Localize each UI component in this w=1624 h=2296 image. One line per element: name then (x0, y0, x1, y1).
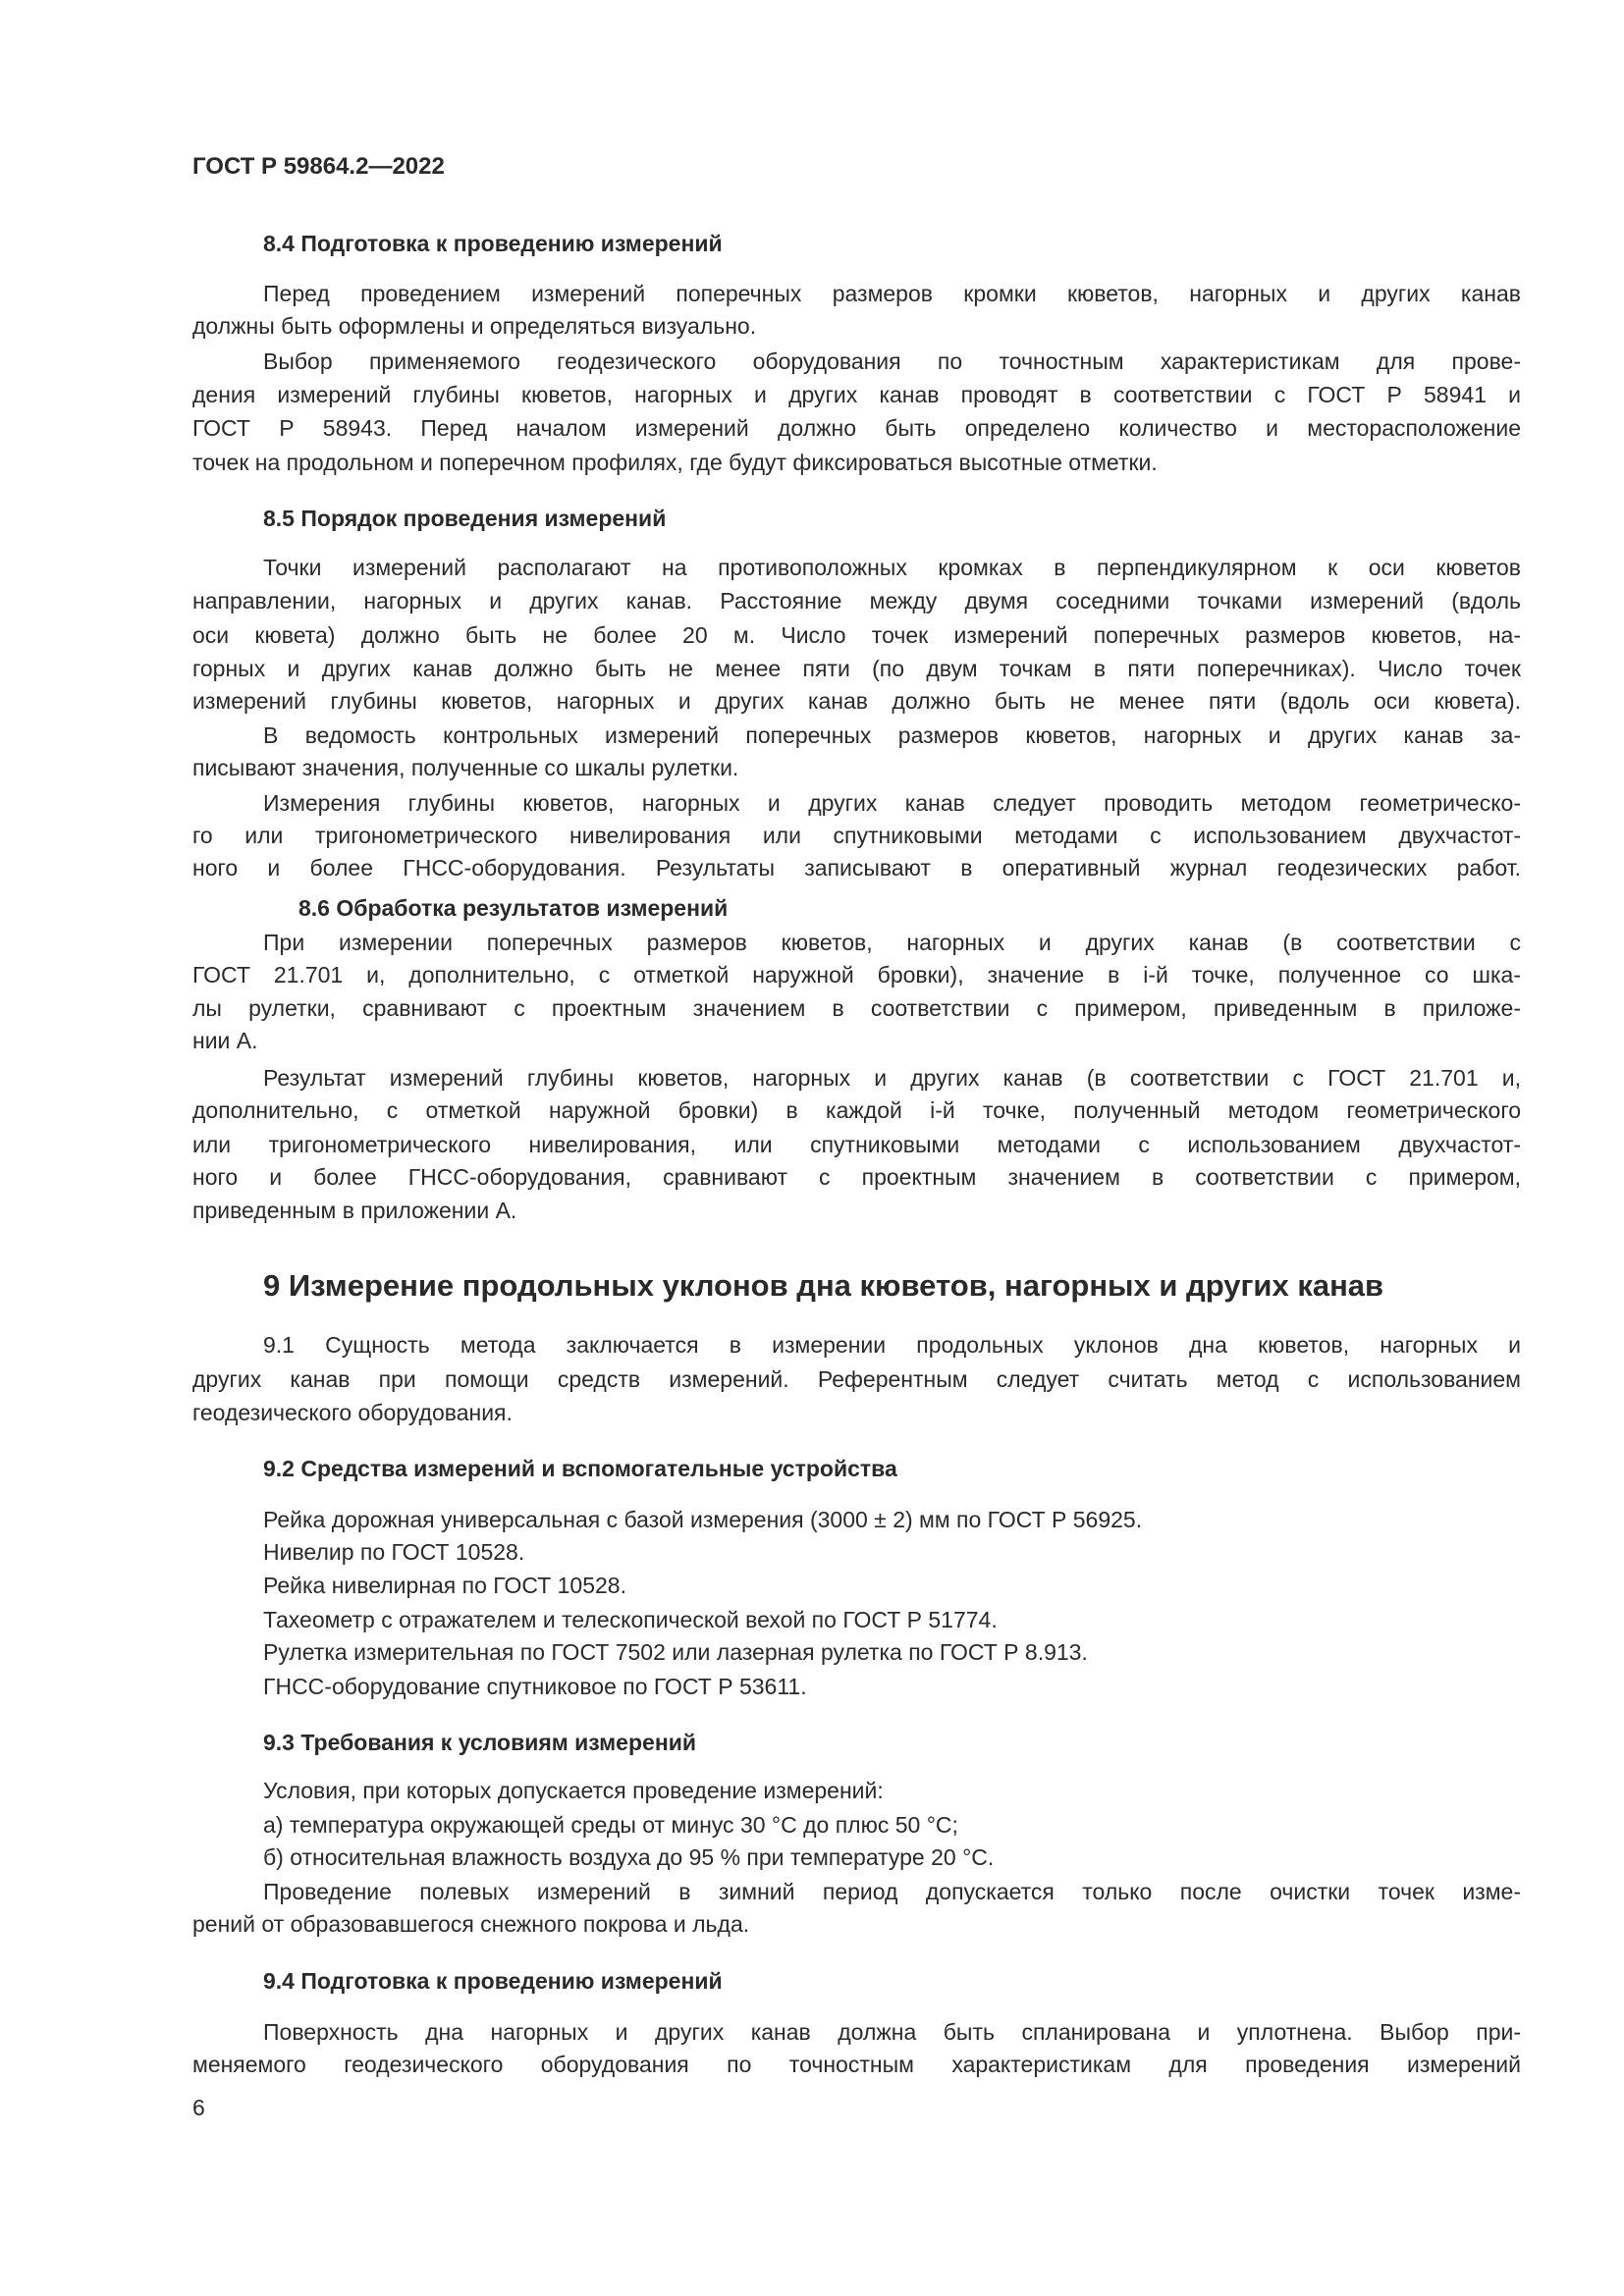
text-line: Перед проведением измерений поперечных размеров кромки кюветов, нагорных и других канав (263, 281, 1521, 306)
text-line: направлении, нагорных и других канав. Расстояние между двумя соседними точками измерений (вдоль (192, 588, 1521, 614)
text-line: б) относительная влажность воздуха до 95 % при температуре 20 °С. (263, 1844, 995, 1870)
text-line: В ведомость контрольных измерений поперечных размеров кюветов, нагорных и других канав за- (263, 722, 1521, 748)
text-line: дения измерений глубины кюветов, нагорных и других канав проводят в соответствии с ГОСТ Р 58941 и (192, 382, 1521, 407)
text-line: ГНСС-оборудование спутниковое по ГОСТ Р 53611. (263, 1674, 807, 1699)
text-line: оси кювета) должно быть не более 20 м. Число точек измерений поперечных размеров кюветов, на- (192, 622, 1521, 648)
text-line: геодезического оборудования. (192, 1400, 513, 1425)
text-line: нии А. (192, 1028, 258, 1053)
section-heading: 9 Измерение продольных уклонов дна кюветов, нагорных и других канав (263, 1268, 1384, 1303)
text-line: точек на продольном и поперечном профилях, где будут фиксироваться высотные отметки. (192, 450, 1158, 475)
text-line: Точки измерений располагают на противоположных кромках в перпендикулярном к оси кюветов (263, 555, 1521, 580)
text-line: 9.1 Сущность метода заключается в измерении продольных уклонов дна кюветов, нагорных и (263, 1332, 1521, 1358)
section-heading: 9.2 Средства измерений и вспомогательные устройства (263, 1456, 897, 1481)
text-line: писывают значения, полученные со шкалы рулетки. (192, 755, 739, 780)
text-line: ного и более ГНСС-оборудования, сравнивают с проектным значением в соответствии с примером, (192, 1164, 1521, 1190)
document-header: ГОСТ Р 59864.2—2022 (192, 153, 445, 180)
text-line: Поверхность дна нагорных и других канав должна быть спланирована и уплотнена. Выбор при- (263, 2019, 1521, 2045)
text-line: Рейка нивелирная по ГОСТ 10528. (263, 1573, 626, 1598)
text-line: ГОСТ 21.701 и, дополнительно, с отметкой наружной бровки), значение в i-й точке, полученное со шка- (192, 962, 1521, 988)
text-line: Результат измерений глубины кюветов, нагорных и других канав (в соответствии с ГОСТ 21.701 и, (263, 1065, 1521, 1091)
text-line: других канав при помощи средств измерений. Референтным следует считать метод с использованием (192, 1366, 1521, 1392)
text-line: Нивелир по ГОСТ 10528. (263, 1539, 525, 1565)
text-line: Рулетка измерительная по ГОСТ 7502 или лазерная рулетка по ГОСТ Р 8.913. (263, 1639, 1088, 1665)
text-line: ГОСТ Р 58943. Перед началом измерений должно быть определено количество и месторасположение (192, 415, 1521, 441)
text-line: или тригонометрического нивелирования, или спутниковыми методами с использованием двухчастот- (192, 1132, 1521, 1157)
text-line: го или тригонометрического нивелирования или спутниковыми методами с использованием двухчастот- (192, 823, 1521, 848)
page-number: 6 (192, 2095, 205, 2120)
section-heading: 9.3 Требования к условиям измерений (263, 1730, 696, 1755)
section-heading: 8.5 Порядок проведения измерений (263, 506, 667, 531)
text-line: Тахеометр с отражателем и телескопической вехой по ГОСТ Р 51774. (263, 1607, 998, 1632)
text-line: Выбор применяемого геодезического оборудования по точностным характеристикам для прове- (263, 348, 1521, 374)
text-line: Измерения глубины кюветов, нагорных и других канав следует проводить методом геометрическо- (263, 790, 1521, 816)
text-line: лы рулетки, сравнивают с проектным значением в соответствии с примером, приведенным в приложе- (192, 995, 1521, 1021)
section-heading: 8.4 Подготовка к проведению измерений (263, 231, 723, 256)
section-heading: 9.4 Подготовка к проведению измерений (263, 1968, 723, 1994)
text-line: Рейка дорожная универсальная с базой измерения (3000 ± 2) мм по ГОСТ Р 56925. (263, 1507, 1143, 1532)
text-line: а) температура окружающей среды от минус 30 °С до плюс 50 °С; (263, 1812, 958, 1838)
text-line: приведенным в приложении А. (192, 1198, 517, 1223)
text-line: рений от образовавшегося снежного покрова и льда. (192, 1911, 750, 1937)
text-line: Условия, при которых допускается проведение измерений: (263, 1778, 884, 1803)
text-line: При измерении поперечных размеров кюветов, нагорных и других канав (в соответствии с (263, 930, 1521, 955)
text-line: меняемого геодезического оборудования по точностным характеристикам для проведения измерений (192, 2052, 1521, 2077)
text-line: горных и других канав должно быть не менее пяти (по двум точкам в пяти поперечниках). Число точек (192, 656, 1521, 681)
text-line: Проведение полевых измерений в зимний период допускается только после очистки точек изме- (263, 1879, 1521, 1904)
text-line: ного и более ГНСС-оборудования. Результаты записывают в оперативный журнал геодезических работ. (192, 855, 1521, 881)
text-line: дополнительно, с отметкой наружной бровки) в каждой i-й точке, полученный методом геометрического (192, 1097, 1521, 1123)
text-line: измерений глубины кюветов, нагорных и других канав должно быть не менее пяти (вдоль оси кювета). (192, 688, 1521, 714)
section-heading: 8.6 Обработка результатов измерений (298, 895, 729, 921)
text-line: должны быть оформлены и определяться визуально. (192, 313, 757, 339)
